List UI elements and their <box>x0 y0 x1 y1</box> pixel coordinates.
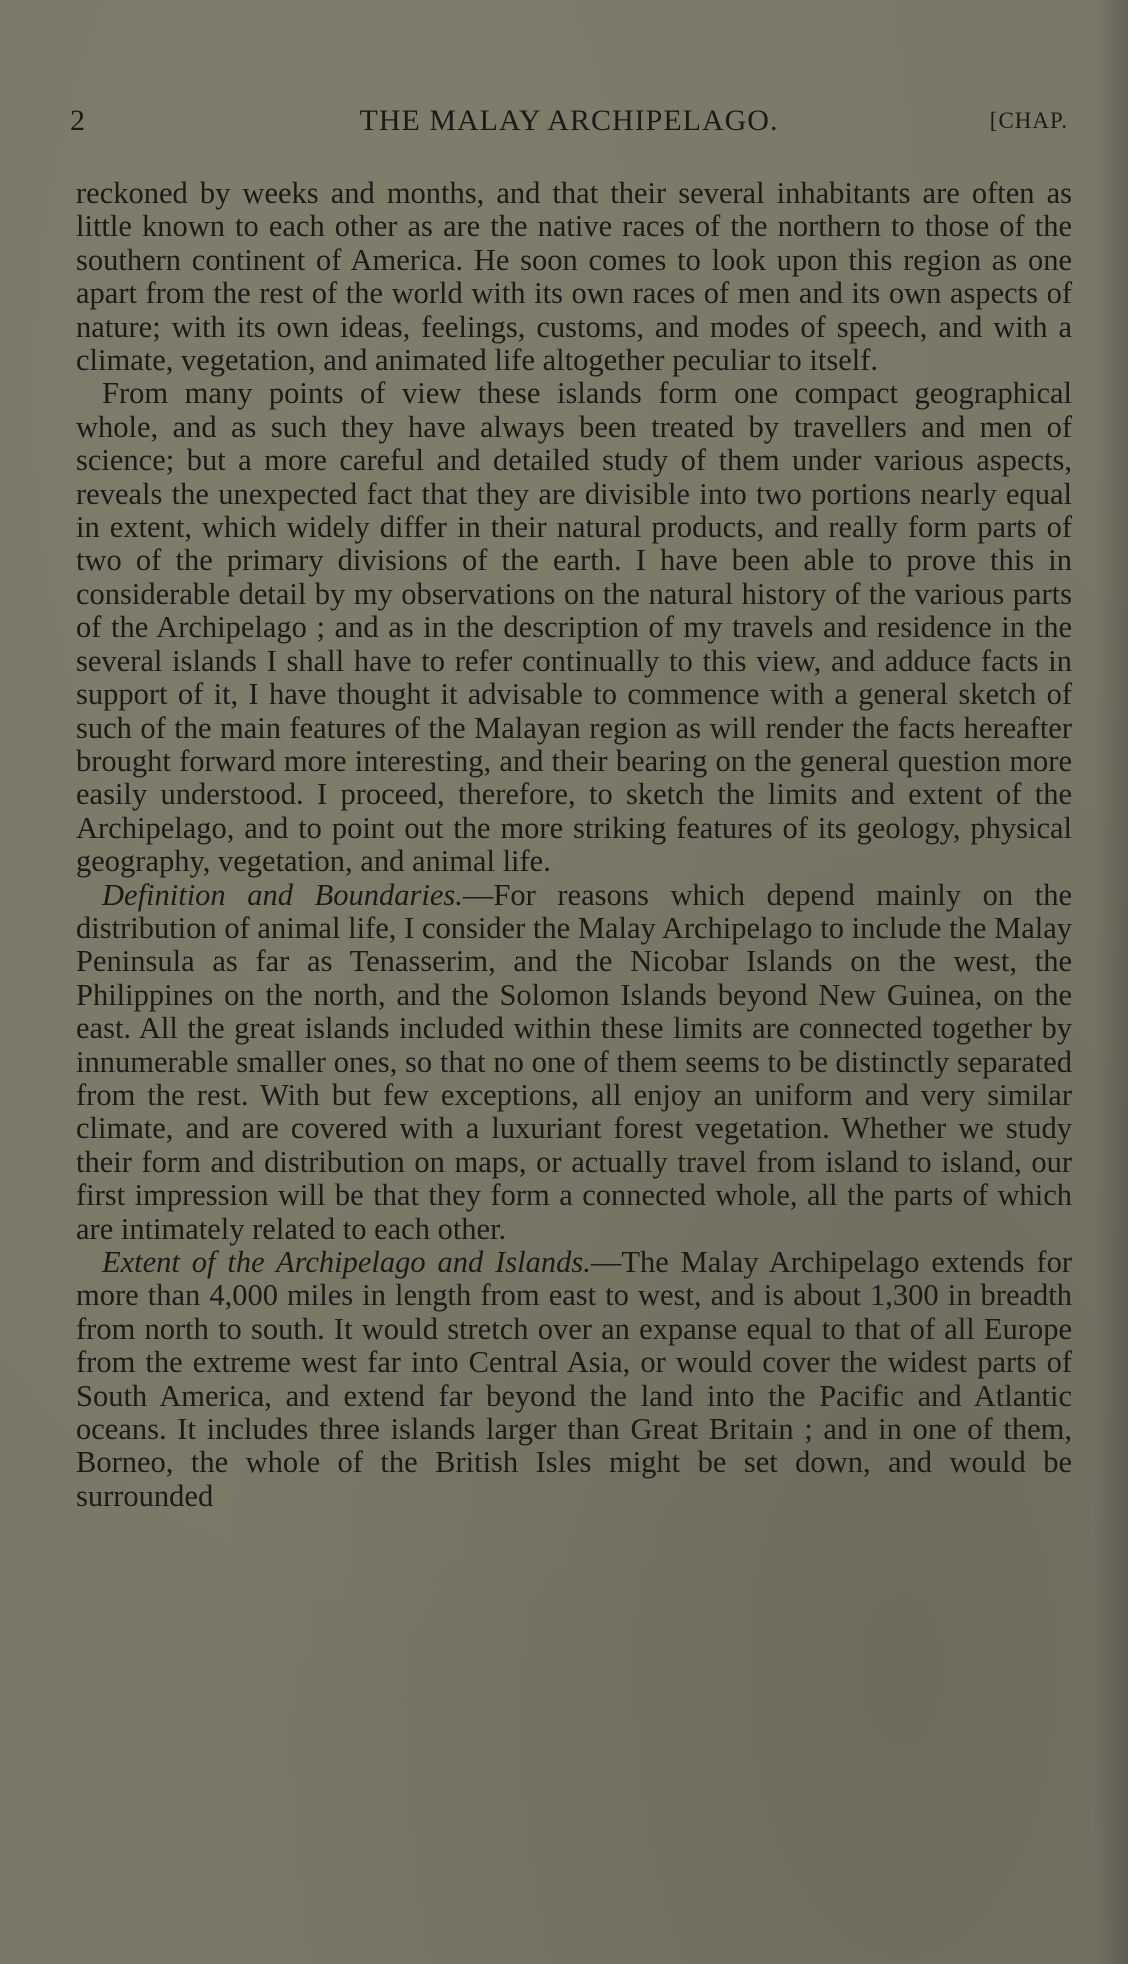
paragraph-text: reckoned by weeks and months, and that their several inhabitants are often as little known to each other as are the native races of the northern to those of the southern continent of America. He soon comes to look upon this region as one apart from the rest of the world with its own races of men and its own aspects of nature; with its own ideas, feelings, customs, and modes of speech, and with a climate, vegetation, and animated life altogether peculiar to itself. <box>76 176 1072 378</box>
running-head <box>70 104 1068 144</box>
paragraph-text: —For reasons which depend mainly on the distribution of animal life, I consider the Malay Archipelago to include the Malay Peninsula as far as Tenasserim, and the Nicobar Islands on the west, the Philippines on the north, and the Solomon Islands beyond New Guinea, on the east. All the great islands included within these limits are connected together by innumerable smaller ones, so that no one of them seems to be distinctly separated from the rest. With but few exceptions, all enjoy an uniform and very similar climate, and are covered with a luxuriant forest vegetation. Whether we study their form and distribution on maps, or actually travel from island to island, our first impression will be that they form a connected whole, all the parts of which are intimately related to each other. <box>76 877 1072 1246</box>
paragraph-continuation <box>76 177 1072 377</box>
paragraph-text: From many points of view these islands form one compact geographical whole, and as such they have always been treated by travellers and men of science; but a more careful and detailed study of them under various aspects, reveals the unexpected fact that they are divisible into two portions nearly equal in extent, which widely differ in their natural products, and really form parts of two of the primary divisions of the earth. I have been able to prove this in considerable detail by my observations on the natural history of the various parts of the Archipelago ; and as in the description of my travels and residence in the several islands I shall have to refer continually to this view, and adduce facts in support of it, I have thought it advisable to commence with a general sketch of such of the main features of the Malayan region as will render the facts hereafter brought forward more interesting, and their bearing on the general question more easily understood. I proceed, therefore, to sketch the limits and extent of the Archipelago, and to point out the more striking features of its geology, physical geography, vegetation, and animal life. <box>76 376 1072 879</box>
paragraph-text: —The Malay Archipelago extends for more than 4,000 miles in length from east to west, and is about 1,300 in breadth from north to south. It would stretch over an expanse equal to that of all Europe from the extreme west far into Central Asia, or would cover the widest parts of South America, and extend far beyond the land into the Pacific and Atlantic oceans. It includes three islands larger than Great Britain ; and in one of them, Borneo, the whole of the British Isles might be set down, and would be surrounded <box>76 1245 1072 1513</box>
page-number: 2 <box>70 104 86 137</box>
section-heading: Definition and Boundaries. <box>102 877 463 912</box>
chapter-mark: [CHAP. <box>989 108 1068 133</box>
running-title: THE MALAY ARCHIPELAGO. <box>359 104 779 137</box>
paragraph-definition-and-boundaries <box>76 879 1072 1246</box>
paragraph-extent-of-archipelago <box>76 1246 1072 1513</box>
paragraph-geographical-whole <box>76 377 1072 878</box>
section-heading: Extent of the Archipelago and Islands. <box>102 1245 591 1279</box>
body-text <box>76 177 1072 1513</box>
